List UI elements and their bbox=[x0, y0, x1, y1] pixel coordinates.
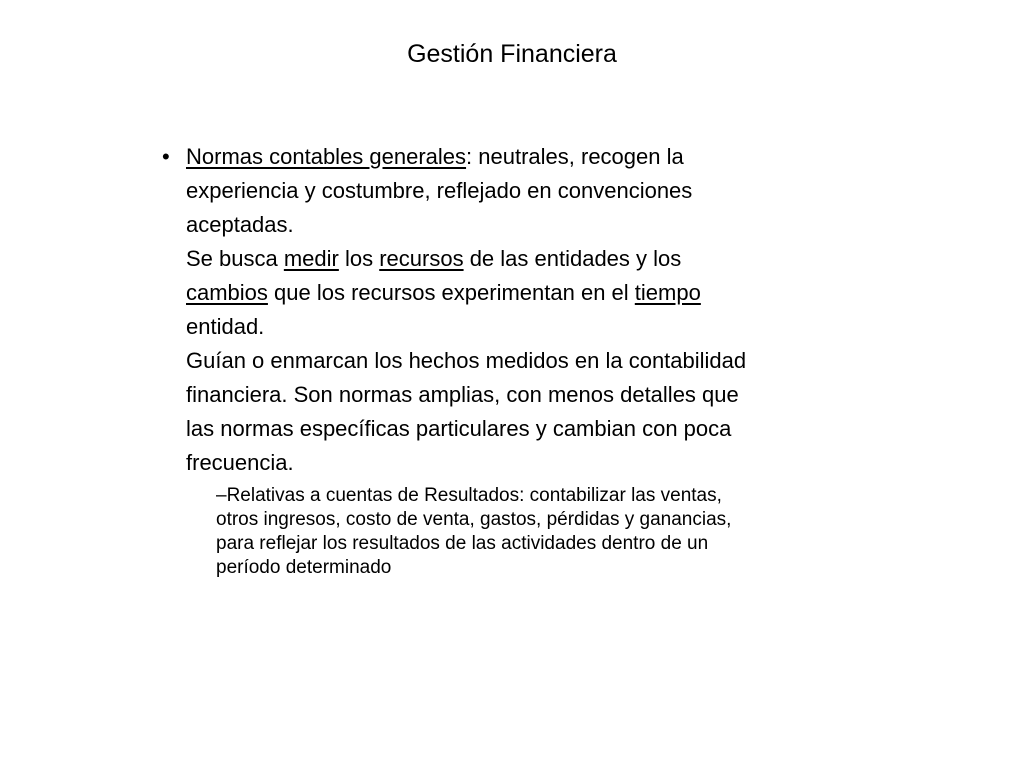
bullet-line-7: Guían o enmarcan los hechos medidos en la contabilidad bbox=[186, 348, 747, 373]
bullet-line-6: entidad. bbox=[186, 314, 265, 339]
sub-line-4: período determinado bbox=[216, 557, 392, 578]
bullet-line-9: las normas específicas particulares y cambian con poca bbox=[186, 416, 732, 441]
term-recursos: recursos bbox=[379, 246, 464, 271]
line-4-part-a: Se busca bbox=[186, 246, 284, 271]
term-normas-contables-generales: Normas contables generales bbox=[186, 144, 467, 169]
bullet-line-8: financiera. Son normas amplias, con menos detalles que bbox=[186, 382, 739, 407]
line-5-part-b: que los recursos experimentan en el bbox=[267, 280, 635, 305]
bullet-line-4 bbox=[160, 242, 860, 276]
line-4-part-c: los bbox=[338, 246, 380, 271]
term-tiempo: tiempo bbox=[634, 280, 701, 305]
line-4-part-e: de las entidades y los bbox=[463, 246, 682, 271]
sub-line-1: –Relativas a cuentas de Resultados: contabilizar las ventas, bbox=[216, 485, 722, 506]
sub-bullet bbox=[160, 484, 860, 580]
bullet-line-10: frecuencia. bbox=[186, 450, 294, 475]
bullet-marker: • bbox=[162, 144, 170, 169]
sub-line-2: otros ingresos, costo de venta, gastos, pérdidas y ganancias, bbox=[216, 509, 732, 530]
term-cambios: cambios bbox=[186, 280, 268, 305]
sub-line-3: para reflejar los resultados de las actividades dentro de un bbox=[216, 533, 709, 554]
bullet-line-2: experiencia y costumbre, reflejado en convenciones bbox=[186, 178, 693, 203]
bullet-line-1-rest: : neutrales, recogen la bbox=[466, 144, 684, 169]
slide-body bbox=[160, 140, 860, 580]
term-medir: medir bbox=[283, 246, 339, 271]
bullet-line-3: aceptadas. bbox=[186, 212, 294, 237]
bullet-line-1 bbox=[160, 140, 860, 174]
bullet-line-5 bbox=[160, 276, 860, 310]
slide-title: Gestión Financiera bbox=[407, 40, 617, 68]
